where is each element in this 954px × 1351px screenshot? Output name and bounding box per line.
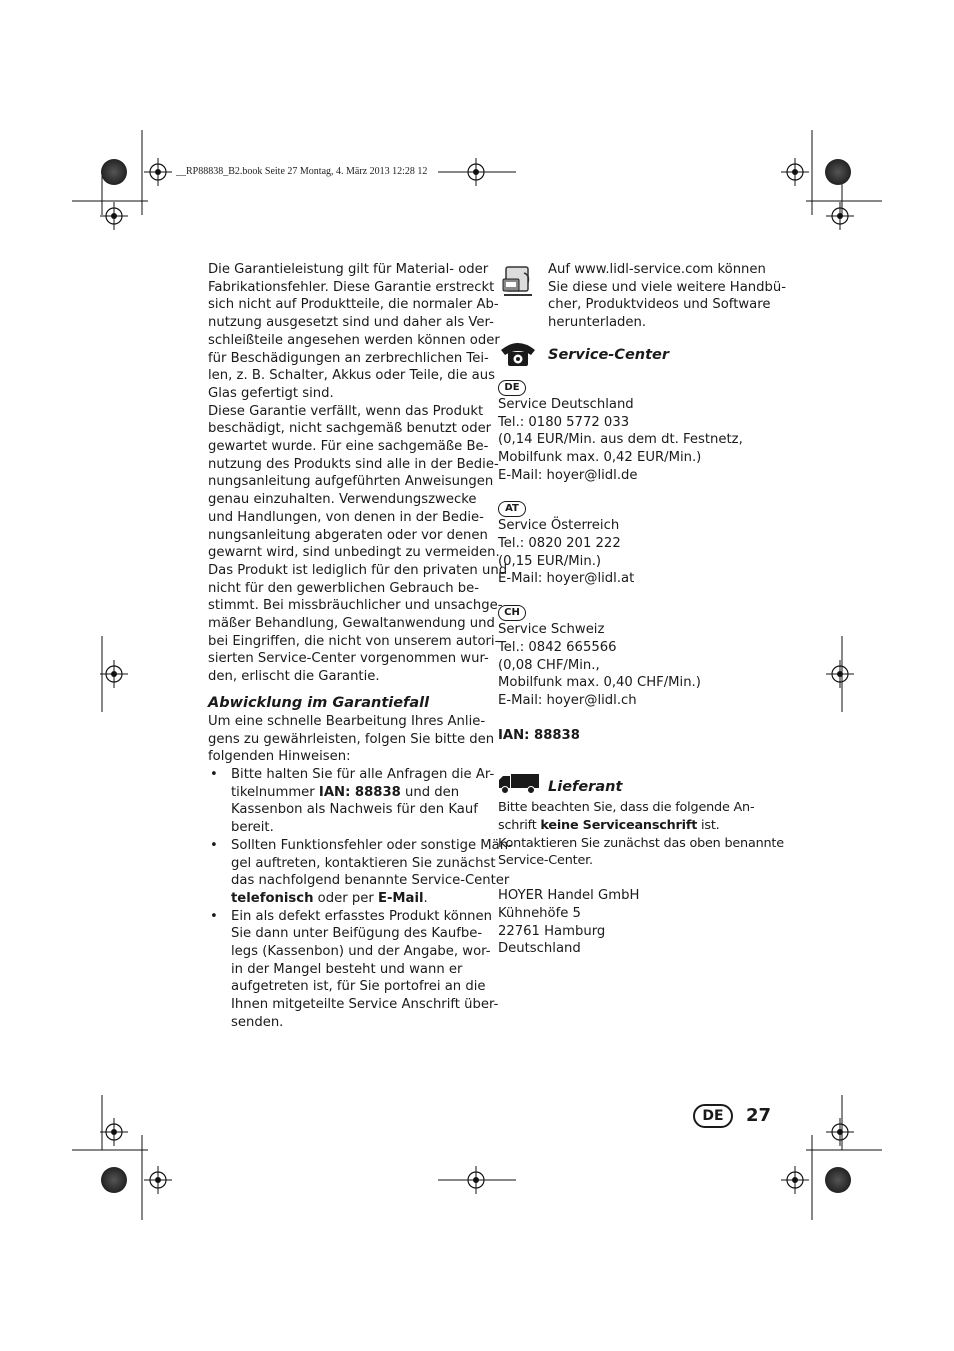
text-line: Sie diese und viele weitere Handbü- (548, 279, 786, 295)
text-line: gewarnt wird, sind unbedingt zu vermeiden. (208, 545, 500, 561)
text-line: genau einzuhalten. Verwendungszwecke (208, 492, 477, 508)
flag-at-badge: AT (498, 501, 526, 517)
text-line: beschädigt, nicht sachgemäß benutzt oder (208, 421, 492, 437)
claim-heading: Abwicklung im Garantiefall (208, 694, 430, 711)
service-name: Service Deutschland (498, 396, 634, 412)
text-line: • Bitte halten Sie für alle Anfragen die Ar- (231, 766, 495, 782)
text-line: (0,15 EUR/Min.) (498, 553, 602, 569)
text-line: senden. (231, 1014, 284, 1030)
text-line: nutzung ausgesetzt sind und daher als Ver- (208, 315, 494, 331)
flag-ch-badge: CH (498, 605, 526, 621)
text-line: bereit. (231, 820, 274, 836)
ian-label: IAN: 88838 (498, 727, 580, 743)
text-line: folgenden Hinweisen: (208, 749, 351, 765)
text-line: für Beschädigungen an zerbrechlichen Tei- (208, 350, 489, 366)
text-line: sierten Service-Center vorgenommen wur- (208, 651, 489, 667)
print-info: __RP88838_B2.book Seite 27 Montag, 4. März 2013 12:28 12 (176, 166, 428, 177)
ian-number: IAN: 88838 (318, 784, 401, 800)
text-line: aufgetreten ist, für Sie portofrei an die (231, 979, 486, 995)
text-line: (0,14 EUR/Min. aus dem dt. Festnetz, (498, 432, 743, 448)
phone-number: Tel.: 0842 665566 (498, 639, 617, 655)
text-line: (0,08 CHF/Min., (498, 657, 600, 673)
text-line: gel auftreten, kontaktieren Sie zunächst (231, 855, 496, 871)
text-line: Bitte beachten Sie, dass die folgende An- (498, 800, 755, 816)
text-line: Die Garantieleistung gilt für Material- oder (208, 262, 489, 277)
address-line: Kühnehöfe 5 (498, 905, 581, 921)
text-line: nungsanleitung aufgeführten Anweisungen (208, 474, 494, 490)
text-fragment: oder per (313, 890, 378, 906)
text-line: • Ein als defekt erfasstes Produkt können (231, 908, 493, 924)
address-line: Deutschland (498, 941, 581, 957)
email-address: E-Mail: hoyer@lidl.ch (498, 692, 637, 708)
text-line: schleißteile angesehen werden können oder (208, 332, 500, 348)
text-line: und Handlungen, von denen in der Bedie- (208, 509, 484, 525)
text-line: nungsanleitung abgeraten oder vor denen (208, 527, 488, 543)
text-line: cher, Produktvideos und Software (548, 297, 771, 313)
text-line: gewartet wurde. Für eine sachgemäße Be- (208, 439, 489, 455)
text-line: herunterladen. (548, 315, 647, 331)
language-badge: DE (693, 1104, 733, 1128)
flag-de-badge: DE (498, 380, 526, 396)
service-name: Service Schweiz (498, 622, 605, 638)
text-line: mäßer Behandlung, Gewaltanwendung und (208, 616, 495, 632)
bold-text: keine Serviceanschrift (540, 818, 698, 834)
phone-number: Tel.: 0180 5772 033 (498, 414, 630, 430)
bold-text: E-Mail (377, 890, 424, 906)
text-line: len, z. B. Schalter, Akkus oder Teile, die aus (208, 368, 495, 384)
text-line: Das Produkt ist lediglich für den privaten und (208, 562, 508, 578)
text-line: bei Eingriffen, die nicht von unserem autori- (208, 633, 500, 649)
text-line: Sie dann unter Beifügung des Kaufbe- (231, 926, 483, 942)
text-fragment: . (423, 890, 428, 906)
text-line: Service-Center. (498, 853, 593, 869)
text-fragment: ist. (697, 818, 720, 834)
text-line: Glas gefertigt sind. (208, 385, 334, 401)
text-line: • Sollten Funktionsfehler oder sonstige Män- (231, 837, 513, 853)
service-center-heading: Service-Center (548, 346, 670, 363)
phone-number: Tel.: 0820 201 222 (498, 536, 621, 552)
text-line: stimmt. Bei missbräuchlicher und unsachge- (208, 598, 503, 614)
text-fragment: tikelnummer (231, 784, 319, 800)
text-line: Auf www.lidl-service.com können (548, 262, 766, 277)
text-line: den, erlischt die Garantie. (208, 669, 380, 685)
text-line: Diese Garantie verfällt, wenn das Produkt (208, 403, 484, 419)
text-line: das nachfolgend benannte Service-Center (231, 873, 510, 889)
bold-text: telefonisch (231, 890, 314, 906)
address-line: HOYER Handel GmbH (498, 888, 640, 904)
email-address: E-Mail: hoyer@lidl.de (498, 467, 638, 483)
text-line: Um eine schnelle Bearbeitung Ihres Anlie- (208, 713, 486, 729)
supplier-heading: Lieferant (548, 779, 623, 796)
text-line: nutzung des Produkts sind alle in der Bedie- (208, 456, 499, 472)
text-line: Fabrikationsfehler. Diese Garantie erstreckt (208, 279, 495, 295)
text-line: Mobilfunk max. 0,42 EUR/Min.) (498, 449, 702, 465)
email-address: E-Mail: hoyer@lidl.at (498, 571, 635, 587)
text-line: legs (Kassenbon) und der Angabe, wor- (231, 944, 491, 960)
text-line: Kassenbon als Nachweis für den Kauf (231, 802, 478, 818)
page-number: 27 (746, 1105, 772, 1126)
text-line: in der Mangel besteht und wann er (231, 961, 463, 977)
text-fragment: schrift (498, 818, 541, 834)
text-line: Mobilfunk max. 0,40 CHF/Min.) (498, 675, 701, 691)
text-fragment: und den (400, 784, 460, 800)
address-line: 22761 Hamburg (498, 923, 606, 939)
text-line: nicht für den gewerblichen Gebrauch be- (208, 580, 480, 596)
service-name: Service Österreich (498, 518, 620, 534)
text-line: Kontaktieren Sie zunächst das oben benannte (498, 835, 784, 851)
text-line: Ihnen mitgeteilte Service Anschrift über- (231, 997, 499, 1013)
text-line: gens zu gewährleisten, folgen Sie bitte den (208, 731, 495, 747)
text-line: sich nicht auf Produktteile, die normaler Ab- (208, 297, 499, 313)
